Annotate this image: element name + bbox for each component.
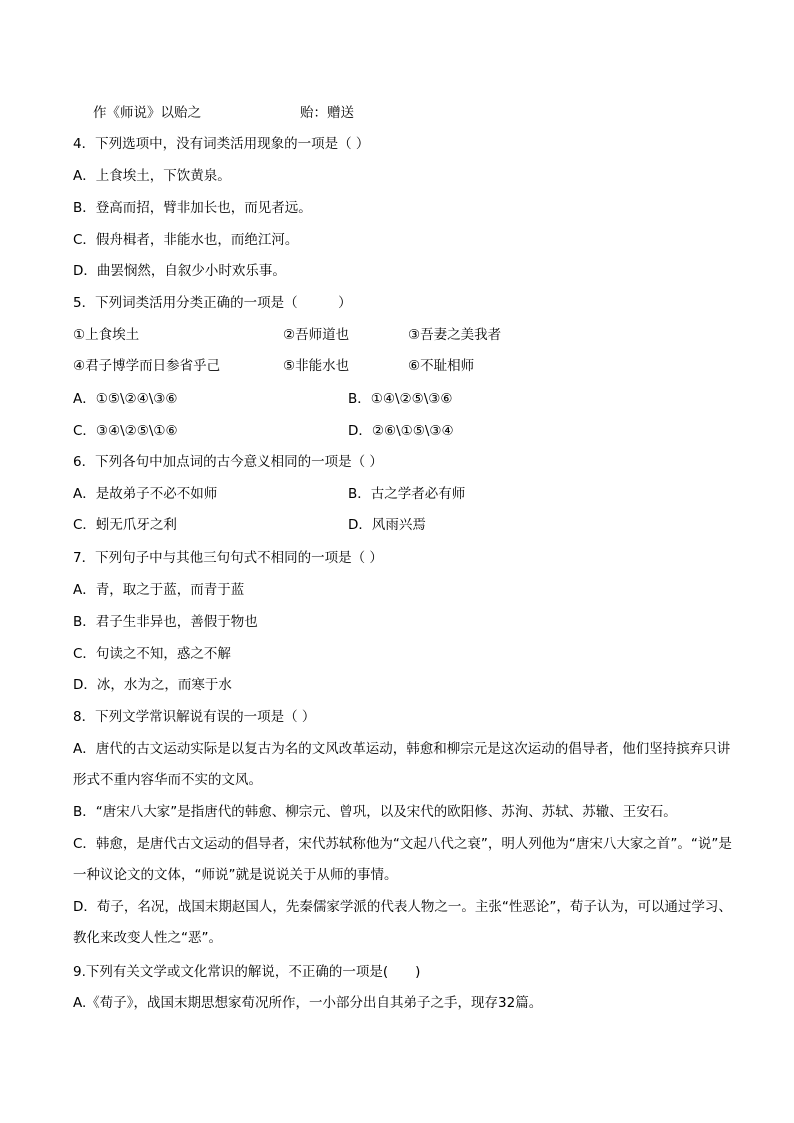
vocab-sentence: 作《师说》以贻之 xyxy=(93,105,201,121)
question-5-item-6: ⑥不耻相师 xyxy=(408,358,475,374)
question-6-option-c: C．蚓无爪牙之利 xyxy=(73,517,177,533)
question-4-option-b: B．登高而招，臂非加长也，而见者远。 xyxy=(73,200,312,216)
question-8-option-b: B．“唐宋八大家”是指唐代的韩愈、柳宗元、曾巩，以及宋代的欧阳修、苏洵、苏轼、苏辙、王安石。 xyxy=(73,804,677,820)
question-6-option-a: A．是故弟子不必不如师 xyxy=(73,486,218,502)
question-8-option-a: A．唐代的古文运动实际是以复古为名的文风改革运动，韩愈和柳宗元是这次运动的倡导者，他们坚持摈弃只讲形式不重内容华而不实的文风。 xyxy=(73,741,731,788)
question-9-stem: 9.下列有关文学或文化常识的解说，不正确的一项是( ) xyxy=(73,964,421,980)
question-6-option-b: B．古之学者必有师 xyxy=(348,486,466,502)
question-7-option-a: A．青，取之于蓝，而青于蓝 xyxy=(73,582,245,598)
question-8-stem: 8．下列文学常识解说有误的一项是（ ） xyxy=(73,709,316,725)
question-9-option-a: A.《荀子》，战国末期思想家荀况所作，一小部分出自其弟子之手，现存32篇。 xyxy=(73,995,543,1011)
question-6-stem: 6．下列各句中加点词的古今意义相同的一项是（ ） xyxy=(73,454,383,470)
question-4-option-a: A．上食埃土，下饮黄泉。 xyxy=(73,168,231,184)
question-4-stem: 4．下列选项中，没有词类活用现象的一项是（ ） xyxy=(73,136,370,152)
question-4-option-c: C．假舟楫者，非能水也，而绝江河。 xyxy=(73,232,299,248)
question-5-option-b: B．①④\②⑤\③⑥ xyxy=(348,391,453,407)
question-5-item-4: ④君子博学而日参省乎己 xyxy=(73,358,221,374)
question-5-item-2: ②吾师道也 xyxy=(283,327,350,343)
question-5-stem: 5．下列词类活用分类正确的一项是（ ） xyxy=(73,295,352,311)
question-8-option-d: D．荀子，名况，战国末期赵国人，先秦儒家学派的代表人物之一。主张“性恶论”，荀子认为，可以通过学习、教化来改变人性之“恶”。 xyxy=(73,899,732,946)
question-5-item-1: ①上食埃土 xyxy=(73,327,140,343)
question-7-option-b: B．君子生非异也，善假于物也 xyxy=(73,614,258,630)
question-6-option-d: D．风雨兴焉 xyxy=(348,517,426,533)
question-4-option-d: D．曲罢悯然，自叙少小时欢乐事。 xyxy=(73,263,286,279)
question-5-item-3: ③吾妻之美我者 xyxy=(408,327,502,343)
question-5-option-c: C．③④\②⑤\①⑥ xyxy=(73,423,178,439)
question-7-option-d: D．冰，水为之，而寒于水 xyxy=(73,677,232,693)
question-7-option-c: C．句读之不知，惑之不解 xyxy=(73,646,231,662)
question-5-option-d: D．②⑥\①⑤\③④ xyxy=(348,423,454,439)
vocab-gloss: 贻：赠送 xyxy=(300,105,354,121)
question-5-option-a: A．①⑤\②④\③⑥ xyxy=(73,391,178,407)
question-7-stem: 7．下列句子中与其他三句句式不相同的一项是（ ） xyxy=(73,550,383,566)
question-8-option-c: C．韩愈，是唐代古文运动的倡导者，宋代苏轼称他为“文起八代之衰”，明人列他为“唐宋八大家之首”。“说”是一种议论文的文体，“师说”就是说说关于从师的事情。 xyxy=(73,836,732,883)
vocab-line xyxy=(93,103,201,123)
question-5-item-5: ⑤非能水也 xyxy=(283,358,350,374)
